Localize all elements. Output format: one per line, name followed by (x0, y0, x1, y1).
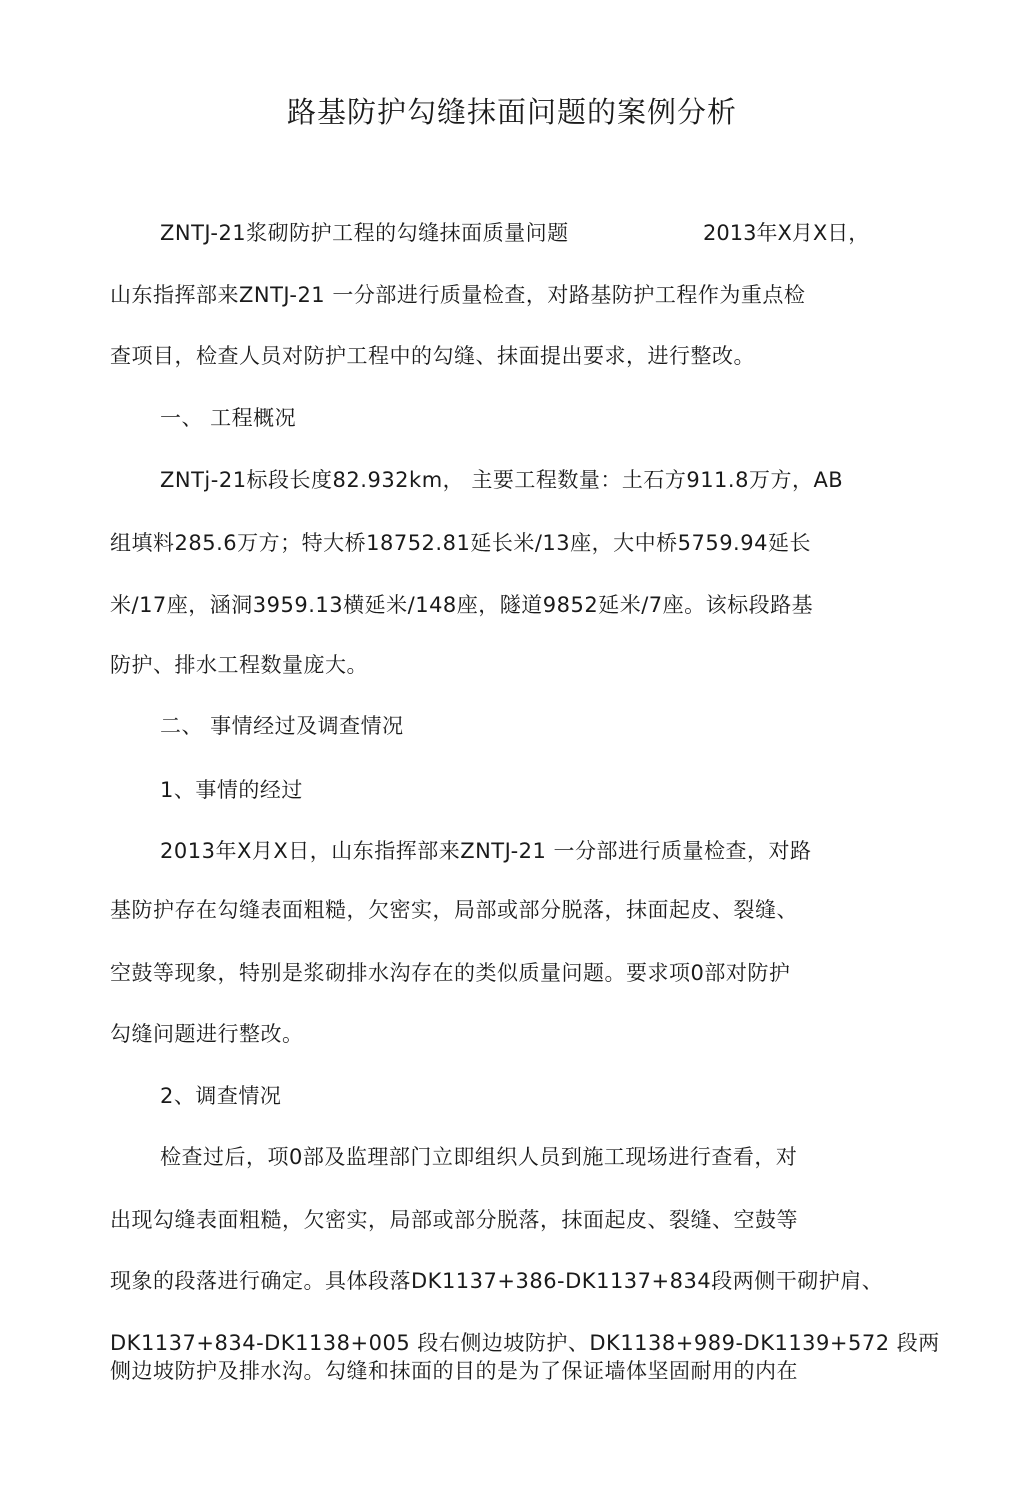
subsection-2-line-3: 现象的段落进行确定。具体段落DK1137+386-DK1137+834段两侧干砌护肩、 (110, 1269, 884, 1293)
subsection-1-line-1: 2013年X月X日，山东指挥部来ZNTJ-21 一分部进行质量检查，对路 (160, 839, 812, 863)
subsection-2-line-4: DK1137+834-DK1138+005 段右侧边坡防护、DK1138+989-DK1139+572 段两 (110, 1331, 940, 1355)
section-2-heading: 二、 事情经过及调查情况 (160, 714, 404, 738)
section-1-line-2: 组填料285.6万方；特大桥18752.81延长米/13座，大中桥5759.94延长 (110, 531, 811, 555)
intro-line-1-right: 2013年X月X日， (703, 221, 870, 245)
subsection-1-line-2: 基防护存在勾缝表面粗糙，欠密实，局部或部分脱落，抹面起皮、裂缝、 (110, 898, 798, 922)
subsection-2-line-1: 检查过后，项0部及监理部门立即组织人员到施工现场进行查看，对 (160, 1145, 798, 1169)
intro-line-3: 查项目，检查人员对防护工程中的勾缝、抹面提出要求，进行整改。 (110, 344, 755, 368)
section-1-heading: 一、 工程概况 (160, 406, 297, 430)
subsection-1-line-4: 勾缝问题进行整改。 (110, 1022, 304, 1046)
subsection-2-heading: 2、调查情况 (160, 1084, 282, 1108)
document-title: 路基防护勾缝抹面问题的案例分析 (286, 95, 737, 129)
section-1-line-4: 防护、排水工程数量庞大。 (110, 653, 368, 677)
section-1-line-1: ZNTj-21标段长度82.932km， 主要工程数量：土石方911.8万方，AB (160, 468, 844, 492)
intro-line-1-left: ZNTJ-21浆砌防护工程的勾缝抹面质量问题 (160, 221, 569, 245)
subsection-1-heading: 1、事情的经过 (160, 778, 303, 802)
subsection-2-line-2: 出现勾缝表面粗糙，欠密实，局部或部分脱落，抹面起皮、裂缝、空鼓等 (110, 1208, 798, 1232)
section-1-line-3: 米/17座，涵洞3959.13横延米/148座，隧道9852延米/7座。该标段路基 (110, 593, 814, 617)
intro-line-2: 山东指挥部来ZNTJ-21 一分部进行质量检查，对路基防护工程作为重点检 (110, 283, 806, 307)
subsection-1-line-3: 空鼓等现象，特别是浆砌排水沟存在的类似质量问题。要求项0部对防护 (110, 961, 791, 985)
subsection-2-line-5: 侧边坡防护及排水沟。勾缝和抹面的目的是为了保证墙体坚固耐用的内在 (110, 1359, 798, 1383)
